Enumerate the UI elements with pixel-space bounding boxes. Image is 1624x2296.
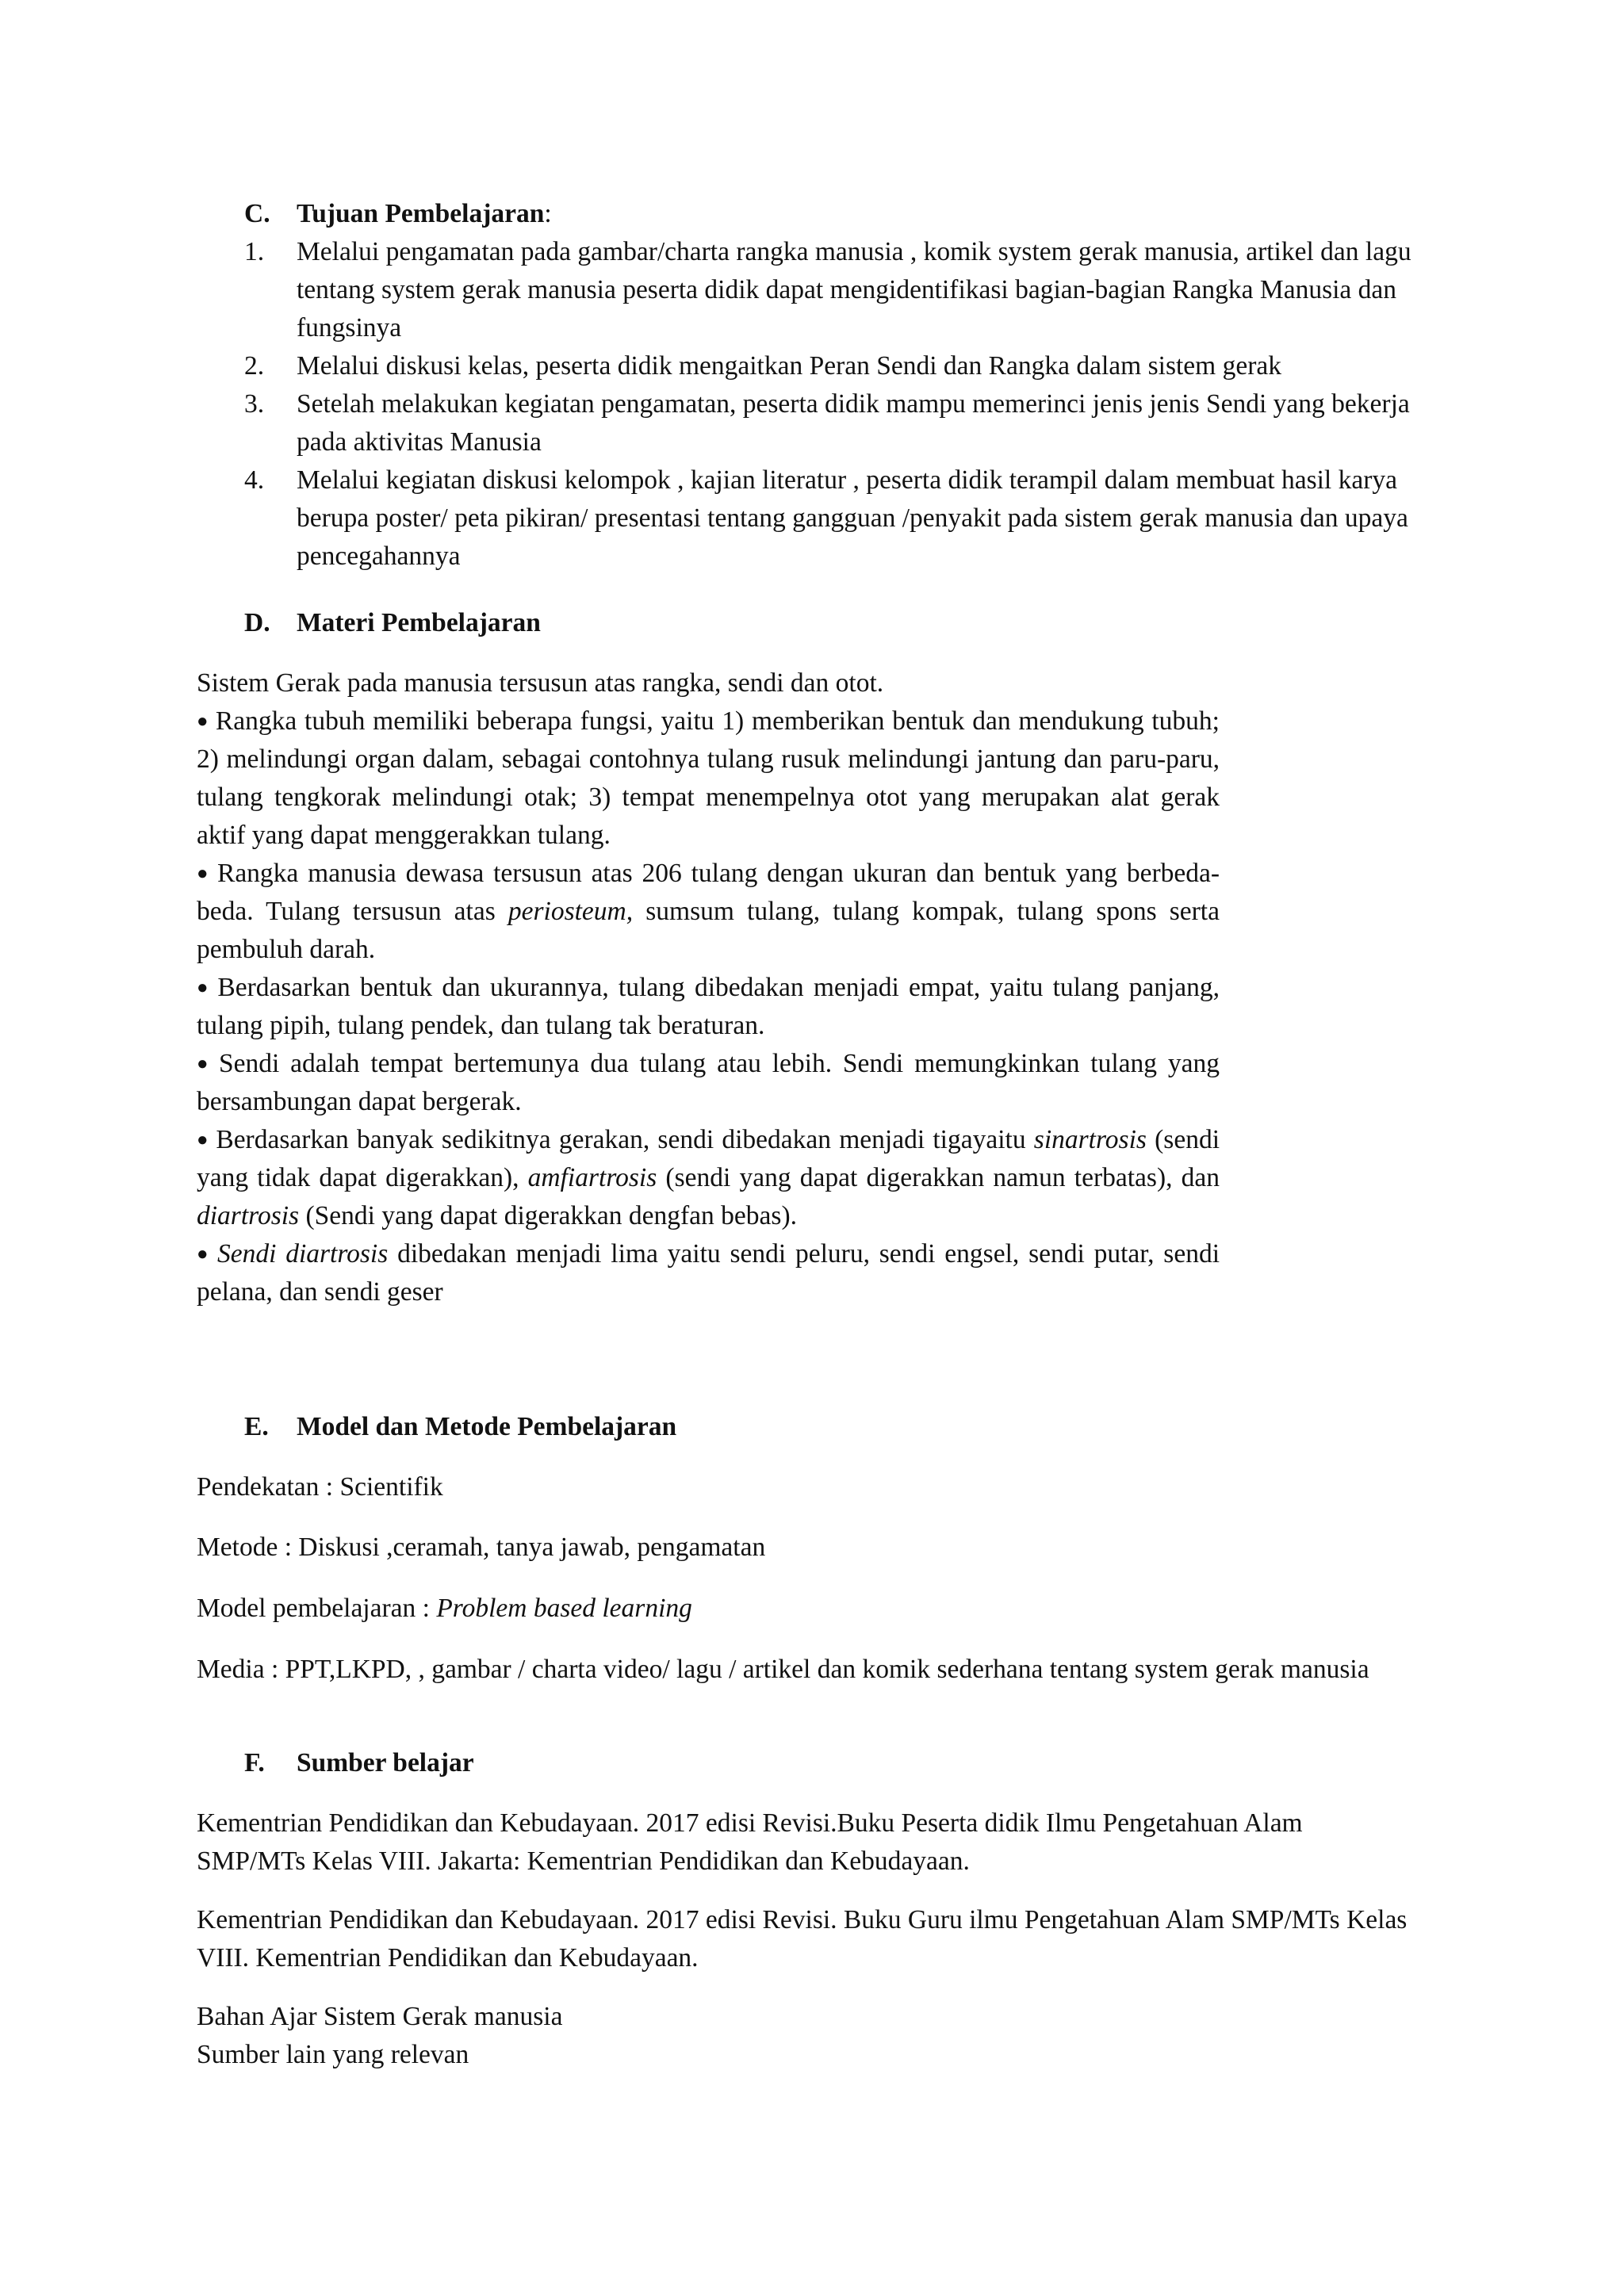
- metode-line: Metode : Diskusi ,ceramah, tanya jawab, pengamatan: [197, 1533, 766, 1562]
- bullet-icon: ●: [197, 1130, 210, 1150]
- materi-block: [197, 664, 1220, 1311]
- bullet-icon: ●: [197, 863, 211, 884]
- media-line: Media : PPT,LKPD, , gambar / charta video/ lagu / artikel dan komik sederhana tentang system gerak manusia: [197, 1655, 1369, 1684]
- section-f-title: Sumber belajar: [297, 1748, 474, 1777]
- bullet-icon: ●: [197, 711, 209, 732]
- section-d-letter: D.: [244, 608, 270, 637]
- objective-number: 1.: [244, 237, 265, 266]
- section-c-colon: :: [544, 199, 552, 228]
- bullet-icon: ●: [197, 1244, 211, 1265]
- materi-bullet-1: ● Rangka tubuh memiliki beberapa fungsi, yaitu 1) memberikan bentuk dan mendukung tubuh; 2) melindungi organ dalam, sebagai contohnya tulang rusuk melindungi jantung dan paru-paru, tulang tengkorak melindungi otak; 3) tempat menempelnya otot yang merupakan alat gerak aktif yang dapat menggerakkan tulang.: [197, 706, 1220, 850]
- objective-text: Melalui pengamatan pada gambar/charta rangka manusia , komik system gerak manusia, artikel dan lagu tentang system gerak manusia peserta didik dapat mengidentifikasi bagian-bagian Rangka Manusia dan fungsinya: [297, 237, 1411, 342]
- objective-text: Melalui diskusi kelas, peserta didik mengaitkan Peran Sendi dan Rangka dalam sistem gerak: [297, 351, 1281, 381]
- bullet-icon: ●: [197, 978, 212, 998]
- bahan-ajar-line: Bahan Ajar Sistem Gerak manusia: [197, 2002, 563, 2031]
- section-c-title: Tujuan Pembelajaran: [297, 199, 545, 228]
- objective-text: Melalui kegiatan diskusi kelompok , kajian literatur , peserta didik terampil dalam membuat hasil karya berupa poster/ peta pikiran/ presentasi tentang gangguan /penyakit pada sistem gerak manusia dan upaya pencegahannya: [297, 465, 1408, 571]
- objective-item-2: [244, 347, 1418, 385]
- materi-bullet-6: ● Sendi diartrosis dibedakan menjadi lima yaitu sendi peluru, sendi engsel, sendi putar, sendi pelana, dan sendi geser: [197, 1239, 1220, 1307]
- reference-2: Kementrian Pendidikan dan Kebudayaan. 2017 edisi Revisi. Buku Guru ilmu Pengetahuan Alam SMP/MTs Kelas VIII. Kementrian Pendidikan dan Kebudayaan.: [197, 1905, 1408, 1973]
- model-line: Model pembelajaran : Problem based learning: [197, 1594, 692, 1623]
- objective-number: 3.: [244, 389, 265, 419]
- objective-text: Setelah melakukan kegiatan pengamatan, peserta didik mampu memerinci jenis jenis Sendi yang bekerja pada aktivitas Manusia: [297, 389, 1410, 457]
- materi-intro: Sistem Gerak pada manusia tersusun atas rangka, sendi dan otot.: [197, 668, 884, 698]
- section-c-letter: C.: [244, 199, 270, 228]
- section-d-title: Materi Pembelajaran: [297, 608, 541, 637]
- sumber-lain-line: Sumber lain yang relevan: [197, 2040, 469, 2069]
- section-e-title: Model dan Metode Pembelajaran: [297, 1412, 677, 1441]
- section-e-letter: E.: [244, 1412, 269, 1441]
- objective-item-1: [244, 233, 1418, 347]
- objective-item-4: [244, 461, 1418, 576]
- objective-number: 4.: [244, 465, 265, 495]
- pendekatan-line: Pendekatan : Scientifik: [197, 1472, 443, 1502]
- materi-bullet-2: ● Rangka manusia dewasa tersusun atas 206 tulang dengan ukuran dan bentuk yang berbeda-beda. Tulang tersusun atas periosteum, sumsum tulang, tulang kompak, tulang spons serta pembuluh darah.: [197, 859, 1220, 964]
- materi-bullet-3: ● Berdasarkan bentuk dan ukurannya, tulang dibedakan menjadi empat, yaitu tulang panjang, tulang pipih, tulang pendek, dan tulang tak beraturan.: [197, 973, 1220, 1040]
- materi-bullet-4: ● Sendi adalah tempat bertemunya dua tulang atau lebih. Sendi memungkinkan tulang yang bersambungan dapat bergerak.: [197, 1049, 1220, 1116]
- objective-number: 2.: [244, 351, 265, 381]
- bullet-icon: ●: [197, 1054, 213, 1074]
- objectives-list: [244, 233, 1418, 576]
- materi-bullet-5: ● Berdasarkan banyak sedikitnya gerakan, sendi dibedakan menjadi tigayaitu sinartrosis (sendi yang tidak dapat digerakkan), amfiartrosis (sendi yang dapat digerakkan namun terbatas), dan diartrosis (Sendi yang dapat digerakkan dengfan bebas).: [197, 1125, 1220, 1230]
- section-f-letter: F.: [244, 1748, 265, 1777]
- objective-item-3: [244, 385, 1418, 461]
- reference-1: Kementrian Pendidikan dan Kebudayaan. 2017 edisi Revisi.Buku Peserta didik Ilmu Pengetahuan Alam SMP/MTs Kelas VIII. Jakarta: Kementrian Pendidikan dan Kebudayaan.: [197, 1808, 1303, 1876]
